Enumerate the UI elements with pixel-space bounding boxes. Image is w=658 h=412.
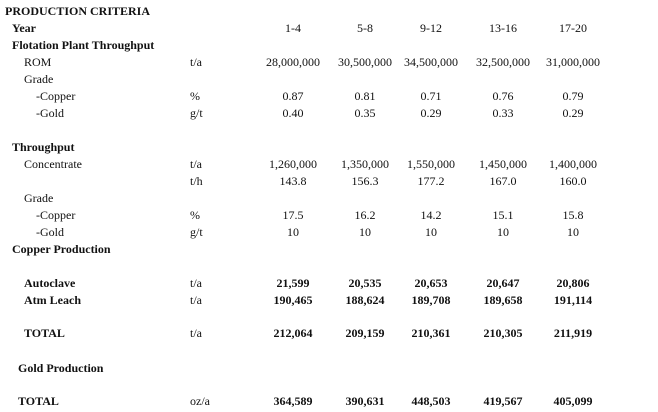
row-value: 419,567 [483, 394, 523, 408]
row-unit: oz/a [190, 394, 210, 408]
row-value: 34,500,000 [404, 55, 458, 69]
row-value: 1,400,000 [549, 157, 597, 171]
row-value: 0.79 [562, 89, 584, 103]
period-header-2: 5-8 [357, 21, 373, 35]
row-value: 156.3 [351, 174, 379, 188]
row-value: 16.2 [354, 208, 376, 222]
row-value: 209,159 [345, 326, 385, 340]
row-value: 405,099 [553, 394, 593, 408]
row-label: -Gold [36, 106, 64, 120]
row-value: 31,000,000 [546, 55, 600, 69]
row-unit: % [190, 208, 200, 222]
row-value: 10 [359, 225, 371, 239]
row-value: 10 [497, 225, 509, 239]
row-value: 390,631 [345, 394, 385, 408]
row-value: 0.40 [282, 106, 304, 120]
row-label: -Copper [36, 89, 76, 103]
row-value: 20,806 [556, 276, 590, 290]
row-value: 0.81 [354, 89, 376, 103]
row-label: -Gold [36, 225, 64, 239]
row-value: 15.1 [492, 208, 514, 222]
row-unit: t/a [190, 157, 202, 171]
row-value: 211,919 [553, 326, 593, 340]
row-value: 0.71 [420, 89, 442, 103]
document-title: PRODUCTION CRITERIA [5, 4, 151, 18]
row-value: 10 [567, 225, 579, 239]
row-value: 210,305 [483, 326, 523, 340]
row-value: 10 [425, 225, 437, 239]
row-value: 143.8 [279, 174, 307, 188]
row-label: TOTAL [18, 394, 59, 408]
row-value: 1,260,000 [269, 157, 317, 171]
row-label: Gold Production [18, 361, 104, 375]
period-header-4: 13-16 [489, 21, 517, 35]
row-label: Throughput [12, 140, 75, 154]
row-value: 10 [287, 225, 299, 239]
row-unit: g/t [190, 225, 203, 239]
row-value: 1,450,000 [479, 157, 527, 171]
row-value: 160.0 [559, 174, 587, 188]
row-unit: % [190, 89, 200, 103]
row-label: TOTAL [24, 326, 65, 340]
row-label: ROM [24, 55, 52, 69]
period-header-5: 17-20 [559, 21, 587, 35]
row-label: Copper Production [12, 242, 111, 256]
row-label: Autoclave [24, 276, 76, 290]
row-value: 0.87 [282, 89, 304, 103]
row-value: 0.76 [492, 89, 514, 103]
row-value: 1,350,000 [341, 157, 389, 171]
row-unit: t/a [190, 55, 202, 69]
row-value: 189,708 [411, 293, 451, 307]
row-value: 30,500,000 [338, 55, 392, 69]
row-value: 20,535 [348, 276, 382, 290]
row-unit: t/a [190, 276, 202, 290]
row-value: 0.29 [420, 106, 442, 120]
row-value: 188,624 [345, 293, 385, 307]
row-unit: t/a [190, 326, 202, 340]
row-value: 32,500,000 [476, 55, 530, 69]
row-label: Grade [24, 72, 54, 86]
row-value: 448,503 [411, 394, 451, 408]
row-value: 364,589 [273, 394, 313, 408]
row-value: 17.5 [282, 208, 304, 222]
row-value: 21,599 [276, 276, 310, 290]
row-value: 210,361 [411, 326, 451, 340]
row-label: -Copper [36, 208, 76, 222]
row-label: Concentrate [24, 157, 82, 171]
row-value: 167.0 [489, 174, 517, 188]
period-header-3: 9-12 [420, 21, 442, 35]
row-value: 0.35 [354, 106, 376, 120]
row-label: Grade [24, 191, 54, 205]
row-value: 15.8 [562, 208, 584, 222]
period-header-1: 1-4 [285, 21, 301, 35]
row-unit: t/a [190, 293, 202, 307]
row-value: 189,658 [483, 293, 523, 307]
row-value: 212,064 [273, 326, 313, 340]
row-value: 20,653 [414, 276, 448, 290]
row-value: 1,550,000 [407, 157, 455, 171]
row-value: 20,647 [486, 276, 520, 290]
row-unit: g/t [190, 106, 203, 120]
row-value: 177.2 [417, 174, 445, 188]
row-value: 0.33 [492, 106, 514, 120]
row-value: 191,114 [553, 293, 593, 307]
row-value: 28,000,000 [266, 55, 320, 69]
row-label: Atm Leach [24, 293, 81, 307]
row-value: 0.29 [562, 106, 584, 120]
row-value: 14.2 [420, 208, 442, 222]
row-value: 190,465 [273, 293, 313, 307]
row-label: Flotation Plant Throughput [12, 38, 155, 52]
year-header-label: Year [12, 21, 36, 35]
row-unit: t/h [190, 174, 203, 188]
